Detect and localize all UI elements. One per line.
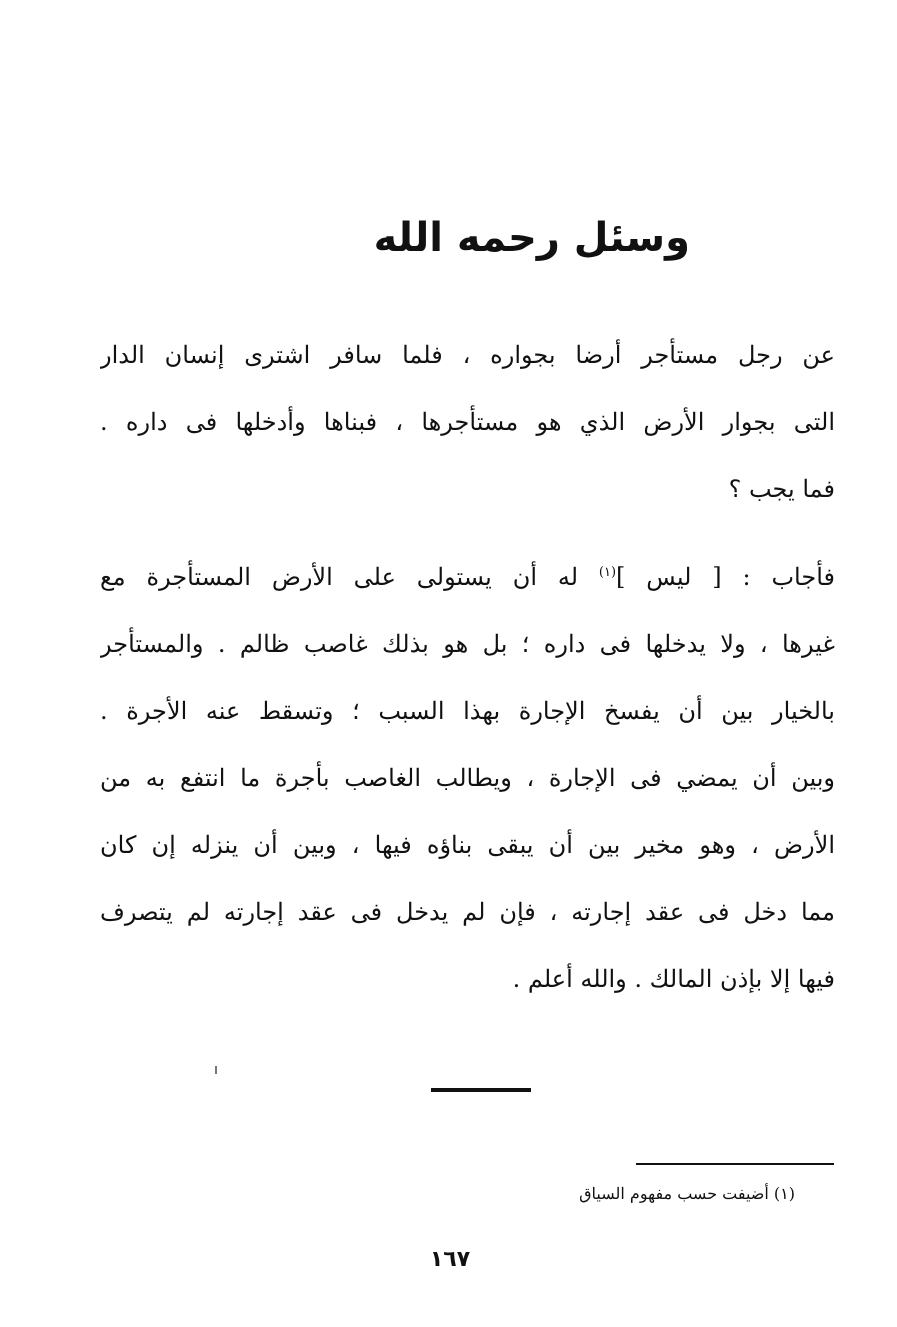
answer-line-4: وبين أن يمضي فى الإجارة ، ويطالب الغاصب بأجرة ما انتفع به من	[100, 764, 835, 792]
question-paragraph	[100, 322, 835, 523]
footnote-rule	[636, 1163, 834, 1165]
section-separator	[431, 1088, 531, 1092]
scan-mark	[215, 1066, 217, 1074]
answer-line-5: الأرض ، وهو مخير بين أن يبقى بناؤه فيها ، وبين أن ينزله إن كان	[100, 831, 835, 859]
question-line-3: فما يجب ؟	[728, 475, 835, 503]
answer-line-1	[100, 544, 835, 611]
question-line-2: التى بجوار الأرض الذي هو مستأجرها ، فبناها وأدخلها فى داره .	[100, 408, 835, 436]
answer-line-2: غيرها ، ولا يدخلها فى داره ؛ بل هو بذلك غاصب ظالم . والمستأجر	[100, 630, 835, 658]
footnote-reference: (١)	[598, 565, 617, 580]
footnote: (١) أضيفت حسب مفهوم السياق	[579, 1184, 795, 1203]
answer-opening-continued: له أن يستولى على الأرض المستأجرة مع	[100, 563, 599, 591]
answer-paragraph	[100, 544, 835, 1013]
answer-line-3: بالخيار بين أن يفسخ الإجارة بهذا السبب ؛ وتسقط عنه الأجرة .	[100, 697, 835, 725]
section-heading: وسئل رحمه الله	[373, 215, 690, 261]
page-number: ١٦٧	[429, 1247, 471, 1272]
question-line-1: عن رجل مستأجر أرضا بجواره ، فلما سافر اشترى إنسان الدار	[100, 341, 835, 369]
answer-line-6: مما دخل فى عقد إجارته ، فإن لم يدخل فى عقد إجارته لم يتصرف	[100, 898, 835, 926]
answer-line-7: فيها إلا بإذن المالك . والله أعلم .	[512, 965, 835, 993]
answer-opening: فأجاب : [ ليس ]	[616, 563, 835, 591]
